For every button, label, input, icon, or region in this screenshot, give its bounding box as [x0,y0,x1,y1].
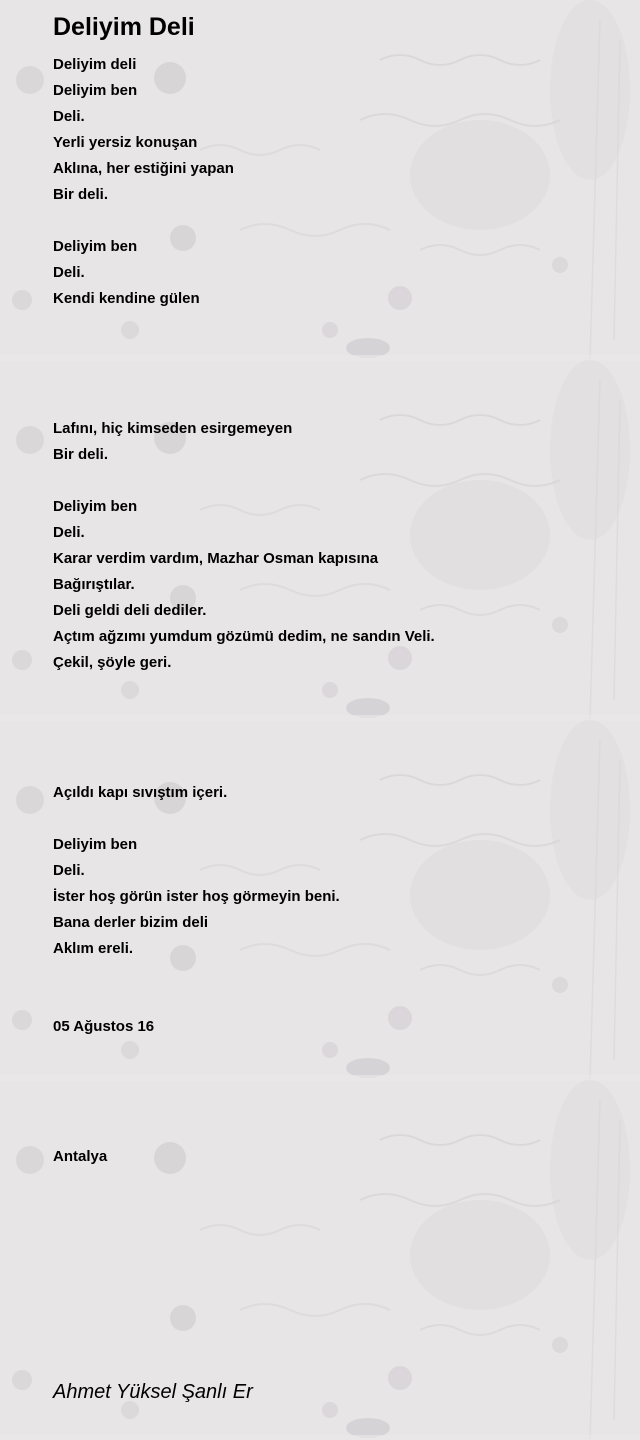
poem-blank-line [53,702,435,728]
poem-line: Deliyim ben [53,498,138,515]
poem-line: Deli. [53,862,85,879]
poem-line: Deliyim deli [53,56,137,73]
poem-blank-line [53,962,435,988]
poem-author: Ahmet Yüksel Şanlı Er [53,1381,253,1403]
poem-blank-line [53,468,435,494]
poem-blank-line [53,806,435,832]
poem-line: Açıldı kapı sıvıştım içeri. [53,784,228,801]
poem-line: İster hoş görün ister hoş görmeyin beni. [53,888,340,905]
poem-line: Aklım ereli. [53,940,134,957]
poem-line: Bir deli. [53,186,109,203]
poem-blank-line [53,754,435,780]
poem-line: Çekil, şöyle geri. [53,654,172,671]
poem-blank-line [53,676,435,702]
poem-blank-line [53,1040,435,1066]
poem-line: Kendi kendine gülen [53,290,200,307]
poem-line: Deliyim ben [53,238,138,255]
poem-blank-line [53,364,435,390]
poem-line: Karar verdim vardım, Mazhar Osman kapısına [53,550,379,567]
poem-line: Deli geldi deli dediler. [53,602,207,619]
poem-blank-line [53,988,435,1014]
poem-line: Deliyim ben [53,82,138,99]
poem-blank-line [53,1066,435,1092]
poem-blank-line [53,390,435,416]
poem-line: Deli. [53,264,85,281]
poem-line: Bağırıştılar. [53,576,135,593]
poem-line: Bana derler bizim deli [53,914,209,931]
poem-body [53,52,435,1170]
poem-blank-line [53,1118,435,1144]
poem-line: 05 Ağustos 16 [53,1018,155,1035]
poem-blank-line [53,1092,435,1118]
poem-line: Aklına, her estiğini yapan [53,160,234,177]
poem-line: Yerli yersiz konuşan [53,134,198,151]
poem-line: Deliyim ben [53,836,138,853]
poem-line: Antalya [53,1148,108,1165]
poem-title: Deliyim Deli [53,13,195,41]
poem-line: Deli. [53,524,85,541]
poem-blank-line [53,728,435,754]
poem-blank-line [53,208,435,234]
poem-line: Lafını, hiç kimseden esirgemeyen [53,420,293,437]
poem-blank-line [53,338,435,364]
poem-blank-line [53,312,435,338]
poem-line: Açtım ağzımı yumdum gözümü dedim, ne sandın Veli. [53,628,435,645]
poem-line: Bir deli. [53,446,109,463]
poem-line: Deli. [53,108,85,125]
